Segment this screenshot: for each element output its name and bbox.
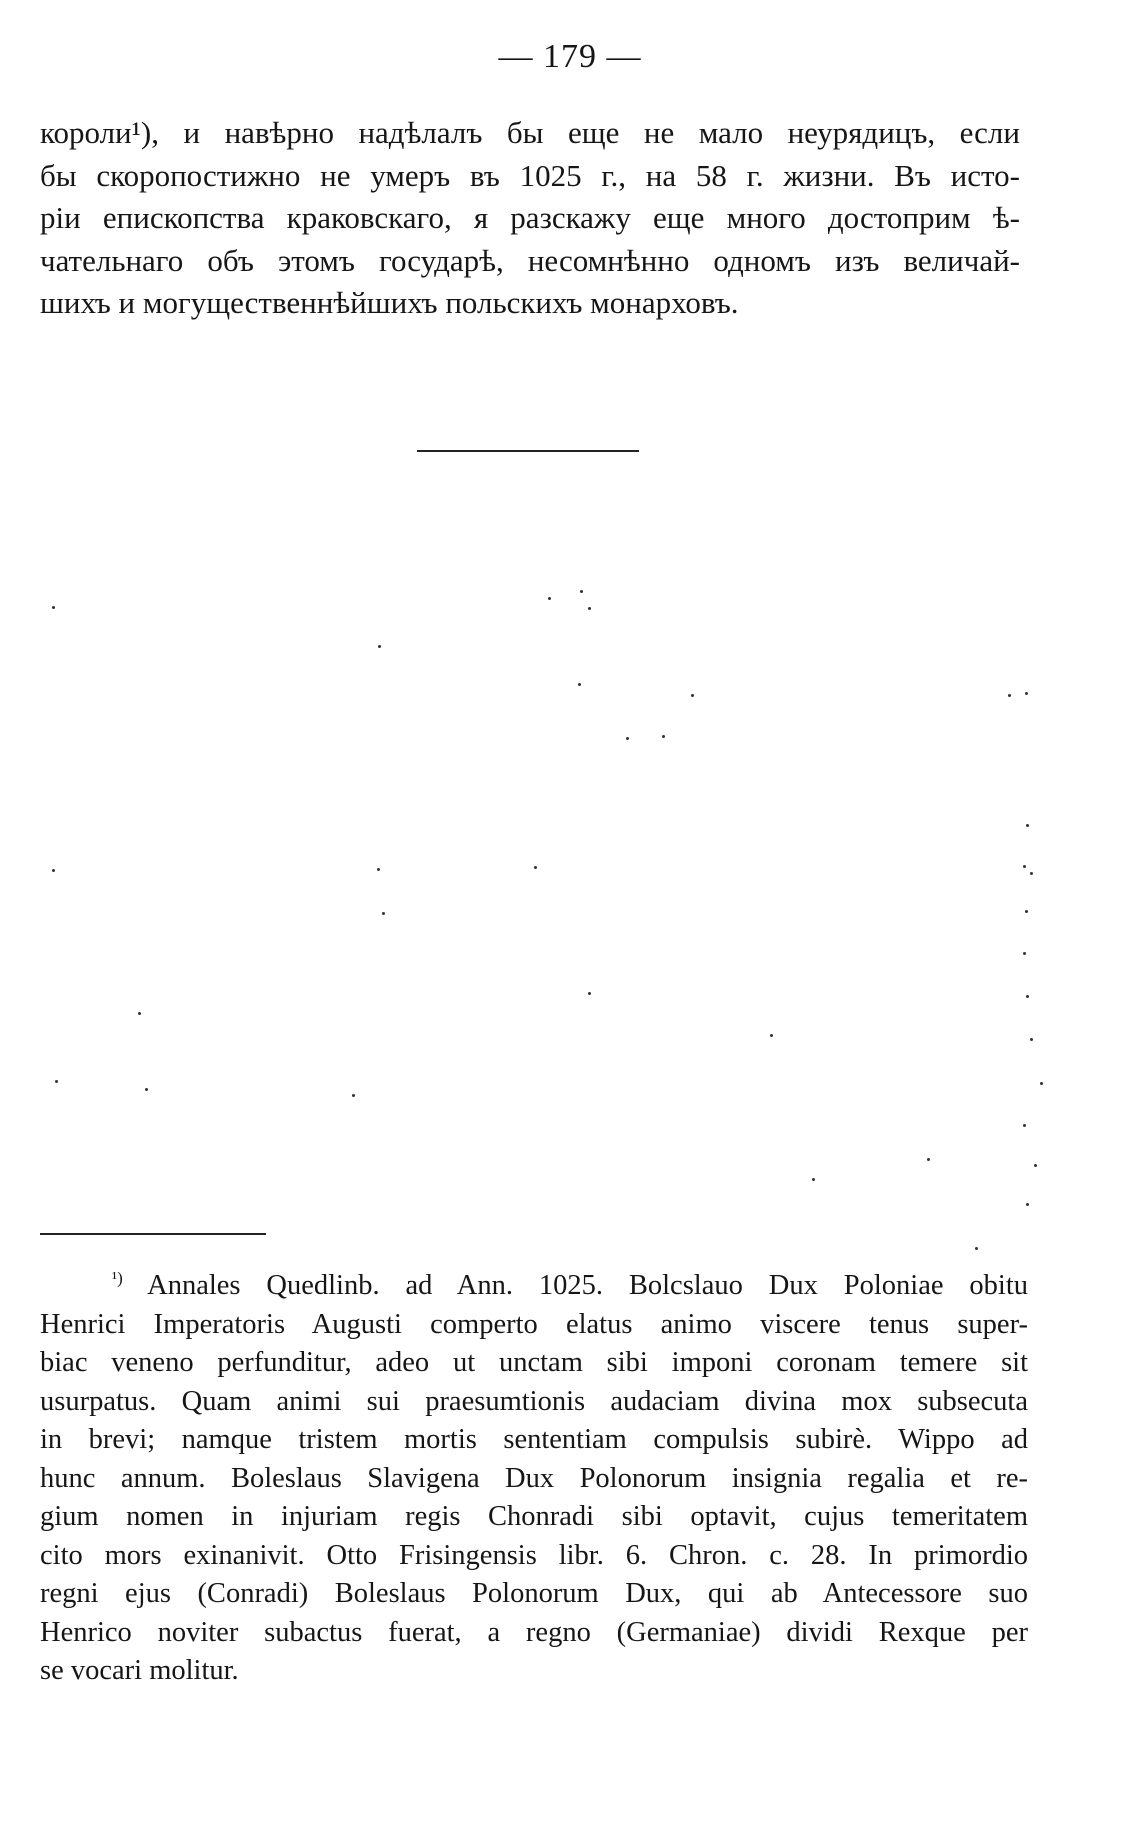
body-line: бы скоропостижно не умеръ въ 1025 г., на 58 г. жизни. Въ исто-	[40, 157, 1020, 193]
footnote-marker: ¹)	[112, 1268, 123, 1288]
footnote-line: usurpatus. Quam animi sui praesumtionis audaciam divina mox subsecuta	[40, 1385, 1028, 1417]
body-line: чательнаго объ этомъ государѣ, несомнѣнно одномъ изъ величай-	[40, 242, 1020, 278]
footnote	[40, 1267, 1028, 1691]
footnote-line-first	[40, 1267, 1028, 1306]
page-number: — 179 —	[498, 38, 642, 75]
footnote-line: se vocari molitur.	[40, 1655, 239, 1686]
footnote-line: in brevi; namque tristem mortis sententiam compulsis subirè. Wippo ad	[40, 1424, 1028, 1455]
footnote-line: regni ejus (Conradi) Boleslaus Polonorum Dux, qui ab Antecessore suo	[40, 1578, 1028, 1609]
footnote-line: biac veneno perfunditur, adeo ut unctam sibi imponi coronam temere sit	[40, 1347, 1028, 1378]
footnote-line: gium nomen in injuriam regis Chonradi sibi optavit, cujus temeritatem	[40, 1501, 1028, 1532]
footnote-line: Henrico noviter subactus fuerat, a regno (Germaniae) dividi Rexque per	[40, 1616, 1028, 1648]
footnote-line: hunc annum. Boleslaus Slavigena Dux Polonorum insignia regalia et re-	[40, 1462, 1028, 1494]
footnote-divider	[40, 1233, 266, 1235]
body-line: шихъ и могущественнѣйшихъ польскихъ монарховъ.	[40, 285, 739, 320]
footnote-line: Annales Quedlinb. ad Ann. 1025. Bolcslauo Dux Poloniae obitu	[147, 1270, 1028, 1301]
main-paragraph	[40, 112, 1020, 325]
section-divider	[417, 450, 639, 452]
footnote-line: Henrici Imperatoris Augusti comperto elatus animo viscere tenus super-	[40, 1308, 1028, 1340]
body-line: ріи епископства краковскаго, я разскажу еще много достоприм ѣ-	[40, 200, 1020, 235]
body-line: короли¹), и навѣрно надѣлалъ бы еще не мало неурядицъ, если	[40, 115, 1020, 150]
footnote-line: cito mors exinanivit. Otto Frisingensis libr. 6. Chron. c. 28. In primordio	[40, 1539, 1028, 1571]
